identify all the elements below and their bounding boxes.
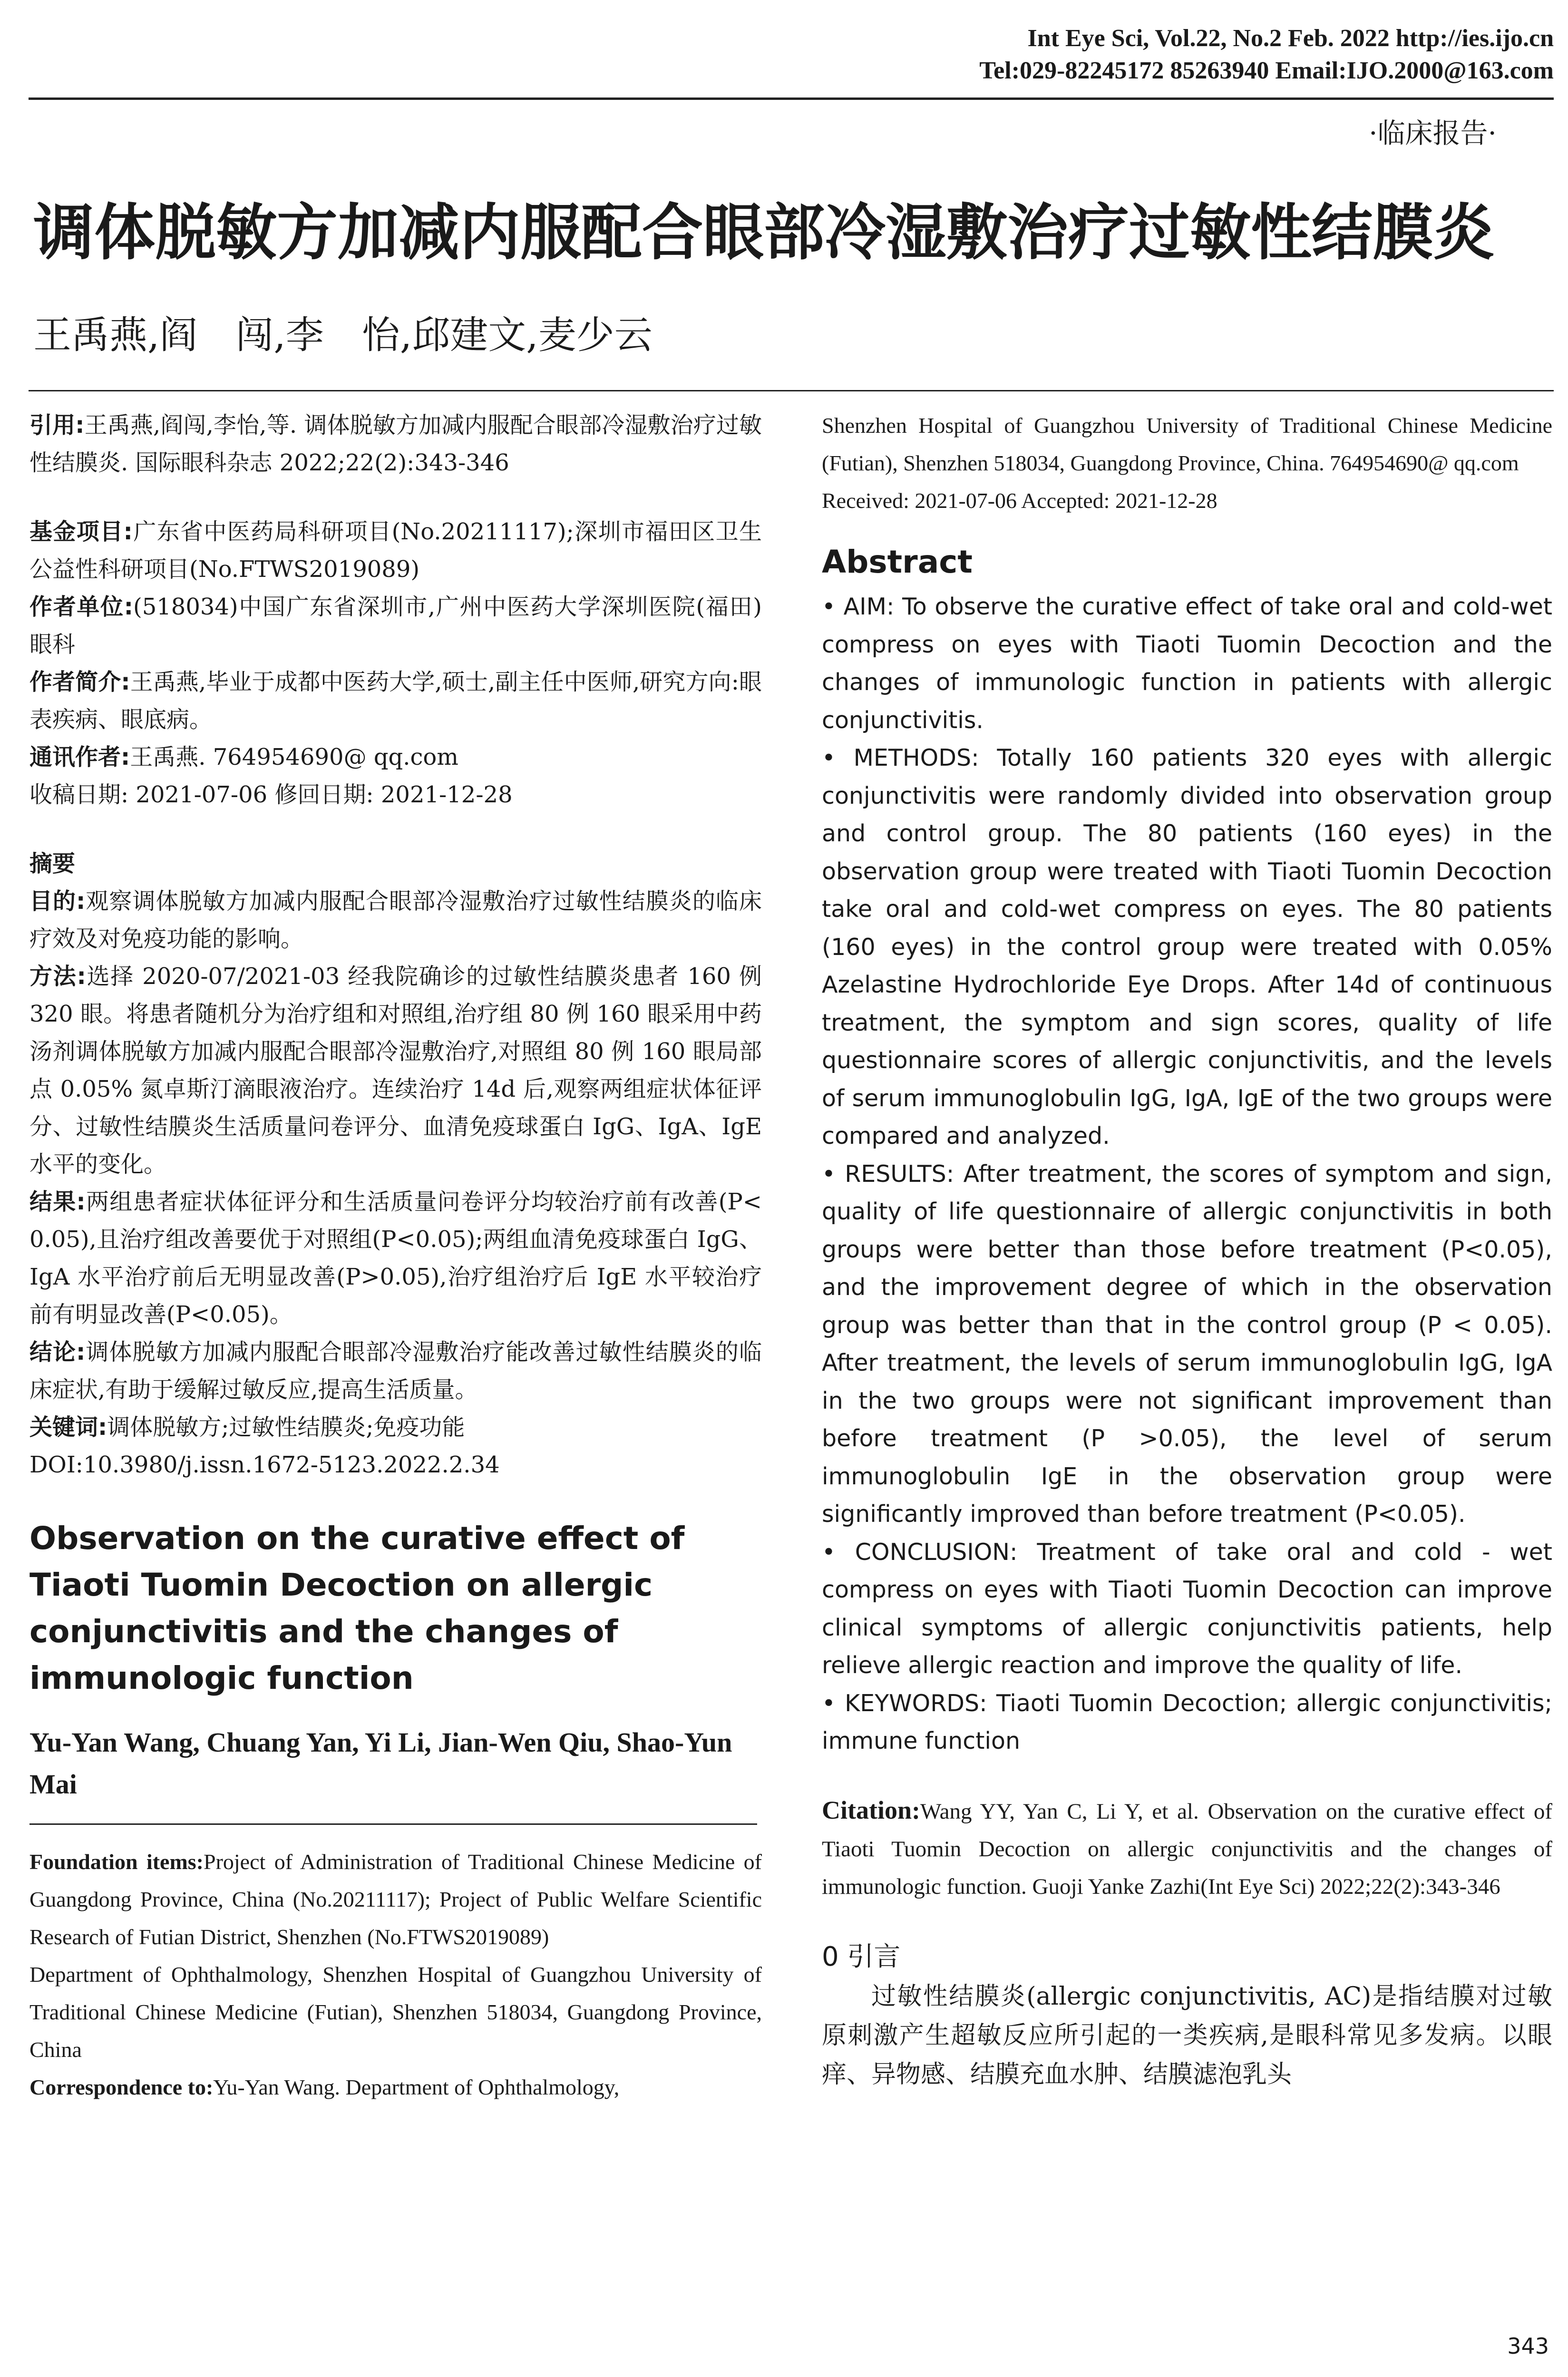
citation-cn-text: 王禹燕,阎闯,李怡,等. 调体脱敏方加减内服配合眼部冷湿敷治疗过敏性结膜炎. 国际眼科杂志 2022;22(2):343-346 <box>29 412 762 476</box>
methods-cn <box>29 958 762 1183</box>
journal-header-line1: Int Eye Sci, Vol.22, No.2 Feb. 2022 http://ies.ijo.cn <box>1027 25 1554 52</box>
fund-cn-text: 广东省中医药局科研项目(No.20211117);深圳市福田区卫生公益性科研项目(No.FTWS2019089) <box>29 518 762 583</box>
keywords-cn <box>29 1409 762 1446</box>
received-accepted: Received: 2021-07-06 Accepted: 2021-12-28 <box>822 488 1217 513</box>
authors-en-rule <box>29 1823 757 1825</box>
bio-cn-text: 王禹燕,毕业于成都中医药大学,硕士,副主任中医师,研究方向:眼表疾病、眼底病。 <box>29 669 762 733</box>
aim-en: • AIM: To observe the curative effect of take oral and cold-wet compress on eyes with Tiaoti Tuomin Decoction and the changes of immunologic function in patients with allergic conjunctivitis. <box>822 593 1552 734</box>
keywords-cn-label: 关键词: <box>29 1414 107 1441</box>
aim-cn-label: 目的: <box>29 888 86 915</box>
conclusion-cn-text: 调体脱敏方加减内服配合眼部冷湿敷治疗能改善过敏性结膜炎的临床症状,有助于缓解过敏反应,提高生活质量。 <box>29 1339 762 1403</box>
unit-cn <box>29 588 762 663</box>
methods-en: • METHODS: Totally 160 patients 320 eyes with allergic conjunctivitis were randomly divided into observation group and control group. The 80 patients (160 eyes) in the observation group were treated with Tiaoti Tuomin Decoction take oral and cold-wet compress on eyes. The 80 patients (160 eyes) in the control group were treated with 0.05% Azelastine Hydrochloride Eye Drops. After 14d of continuous treatment, the symptom and sign scores, quality of life questionnaire scores of allergic conjunctivitis, and the levels of serum immunoglobulin IgG, IgA, IgE of the two groups were compared and analyzed. <box>822 744 1552 1150</box>
doi[interactable]: DOI:10.3980/j.issn.1672-5123.2022.2.34 <box>29 1452 500 1478</box>
keywords-cn-text: 调体脱敏方;过敏性结膜炎;免疫功能 <box>107 1414 465 1441</box>
section-tag: ·临床报告· <box>1369 117 1497 149</box>
unit-cn-label: 作者单位: <box>29 594 133 620</box>
authors-en: Yu-Yan Wang, Chuang Yan, Yi Li, Jian-Wen Qiu, Shao-Yun Mai <box>29 1727 732 1800</box>
methods-cn-label: 方法: <box>29 963 86 990</box>
results-cn <box>29 1183 762 1334</box>
abstract-head-cn: 摘要 <box>29 850 76 877</box>
authors-cn: 王禹燕,阎 闯,李 怡,邱建文,麦少云 <box>33 313 653 357</box>
article-title-en: Observation on the curative effect of Tiaoti Tuomin Decoction on allergic conjunctivitis and the changes of immunologic function <box>29 1520 685 1696</box>
citation-cn <box>29 407 762 482</box>
methods-cn-text: 选择 2020-07/2021-03 经我院确诊的过敏性结膜炎患者 160 例 320 眼。将患者随机分为治疗组和对照组,治疗组 80 例 160 眼采用中药汤剂调体脱敏方加减内服配合眼部冷湿敷治疗,对照组 80 例 160 眼局部点 0.05% 氮卓斯汀滴眼液治疗。连续治疗 14d 后,观察两组症状体征评分、过敏性结膜炎生活质量问卷评分、血清免疫球蛋白 IgG、IgA、IgE 水平的变化。 <box>29 963 762 1178</box>
correspondence-en-label: Correspondence to: <box>29 2075 214 2099</box>
citation-cn-label: 引用: <box>29 412 85 438</box>
abstract-head-en: Abstract <box>822 544 973 580</box>
fund-cn <box>29 513 762 588</box>
page-number: 343 <box>1507 2333 1549 2359</box>
bio-cn-label: 作者简介: <box>29 669 130 695</box>
results-en: • RESULTS: After treatment, the scores of symptom and sign, quality of life questionnaire of allergic conjunctivitis in both groups were better than those before treatment (P<0.05), and the improvement degree of which in the observation group was better than that in the control group (P < 0.05). After treatment, the levels of serum immunoglobulin IgG, IgA in the two groups were not significant improvement than before treatment (P >0.05), the level of serum immunoglobulin IgE in the observation group were significantly improved than before treatment (P<0.05). <box>822 1160 1552 1528</box>
corr-cn-text: 王禹燕. 764954690@ qq.com <box>130 744 458 770</box>
keywords-en: • KEYWORDS: Tiaoti Tuomin Decoction; allergic conjunctivitis; immune function <box>822 1689 1552 1754</box>
citation-en-label: Citation: <box>822 1795 920 1824</box>
unit-cn-text: (518034)中国广东省深圳市,广州中医药大学深圳医院(福田)眼科 <box>29 594 762 658</box>
journal-header-line2: Tel:029-82245172 85263940 Email:IJO.2000@163.com <box>979 57 1554 84</box>
header-rule <box>29 97 1554 100</box>
authors-rule <box>29 390 1554 391</box>
intro-paragraph: 过敏性结膜炎(allergic conjunctivitis, AC)是指结膜对过敏原刺激产生超敏反应所引起的一类疾病,是眼科常见多发病。以眼痒、异物感、结膜充血水肿、结膜滤泡乳头 <box>822 1982 1552 2089</box>
article-title-cn: 调体脱敏方加减内服配合眼部冷湿敷治疗过敏性结膜炎 <box>33 197 1495 268</box>
correspondence-en-cont: Shenzhen Hospital of Guangzhou University of Traditional Chinese Medicine (Futian), Shenzhen 518034, Guangdong Province, China. 764954690@ qq.com <box>822 413 1552 475</box>
aim-cn <box>29 883 762 958</box>
foundation-en-text: Project of Administration of Traditional Chinese Medicine of Guangdong Province, China (No.20211117); Project of Public Welfare Scientific Research of Futian District, Shenzhen (No.FTWS2019089) <box>29 1850 762 1949</box>
citation-en-text: Wang YY, Yan C, Li Y, et al. Observation on the curative effect of Tiaoti Tuomin Decoction on allergic conjunctivitis and the changes of immunologic function. Guoji Yanke Zazhi(Int Eye Sci) 2022;22(2):343-346 <box>822 1799 1552 1899</box>
foundation-en-label: Foundation items: <box>29 1850 204 1874</box>
corr-cn <box>29 739 762 776</box>
aim-cn-text: 观察调体脱敏方加减内服配合眼部冷湿敷治疗过敏性结膜炎的临床疗效及对免疫功能的影响。 <box>29 888 762 952</box>
conclusion-en: • CONCLUSION: Treatment of take oral and cold - wet compress on eyes with Tiaoti Tuomin Decoction can improve clinical symptoms of allergic conjunctivitis patients, help relieve allergic reaction and improve the quality of life. <box>822 1538 1552 1679</box>
foundation-en <box>29 1843 762 1956</box>
citation-en <box>822 1792 1552 1906</box>
fund-cn-label: 基金项目: <box>29 518 133 545</box>
results-cn-label: 结果: <box>29 1188 86 1215</box>
intro-heading: 0 引言 <box>822 1941 901 1972</box>
conclusion-cn-label: 结论: <box>29 1339 86 1365</box>
right-column <box>822 407 1552 2094</box>
correspondence-en-text: Yu-Yan Wang. Department of Ophthalmology, <box>213 2075 620 2099</box>
conclusion-cn <box>29 1334 762 1409</box>
department-en: Department of Ophthalmology, Shenzhen Hospital of Guangzhou University of Traditional Chinese Medicine (Futian), Shenzhen 518034, Guangdong Province, China <box>29 1962 762 2062</box>
dates-cn: 收稿日期: 2021-07-06 修回日期: 2021-12-28 <box>29 781 513 808</box>
correspondence-en <box>29 2068 762 2106</box>
corr-cn-label: 通讯作者: <box>29 744 130 770</box>
left-column <box>29 407 762 2106</box>
bio-cn <box>29 663 762 739</box>
results-cn-text: 两组患者症状体征评分和生活质量问卷评分均较治疗前有改善(P<0.05),且治疗组改善要优于对照组(P<0.05);两组血清免疫球蛋白 IgG、IgA 水平治疗前后无明显改善(P>0.05),治疗组治疗后 IgE 水平较治疗前有明显改善(P<0.05)。 <box>29 1188 762 1328</box>
